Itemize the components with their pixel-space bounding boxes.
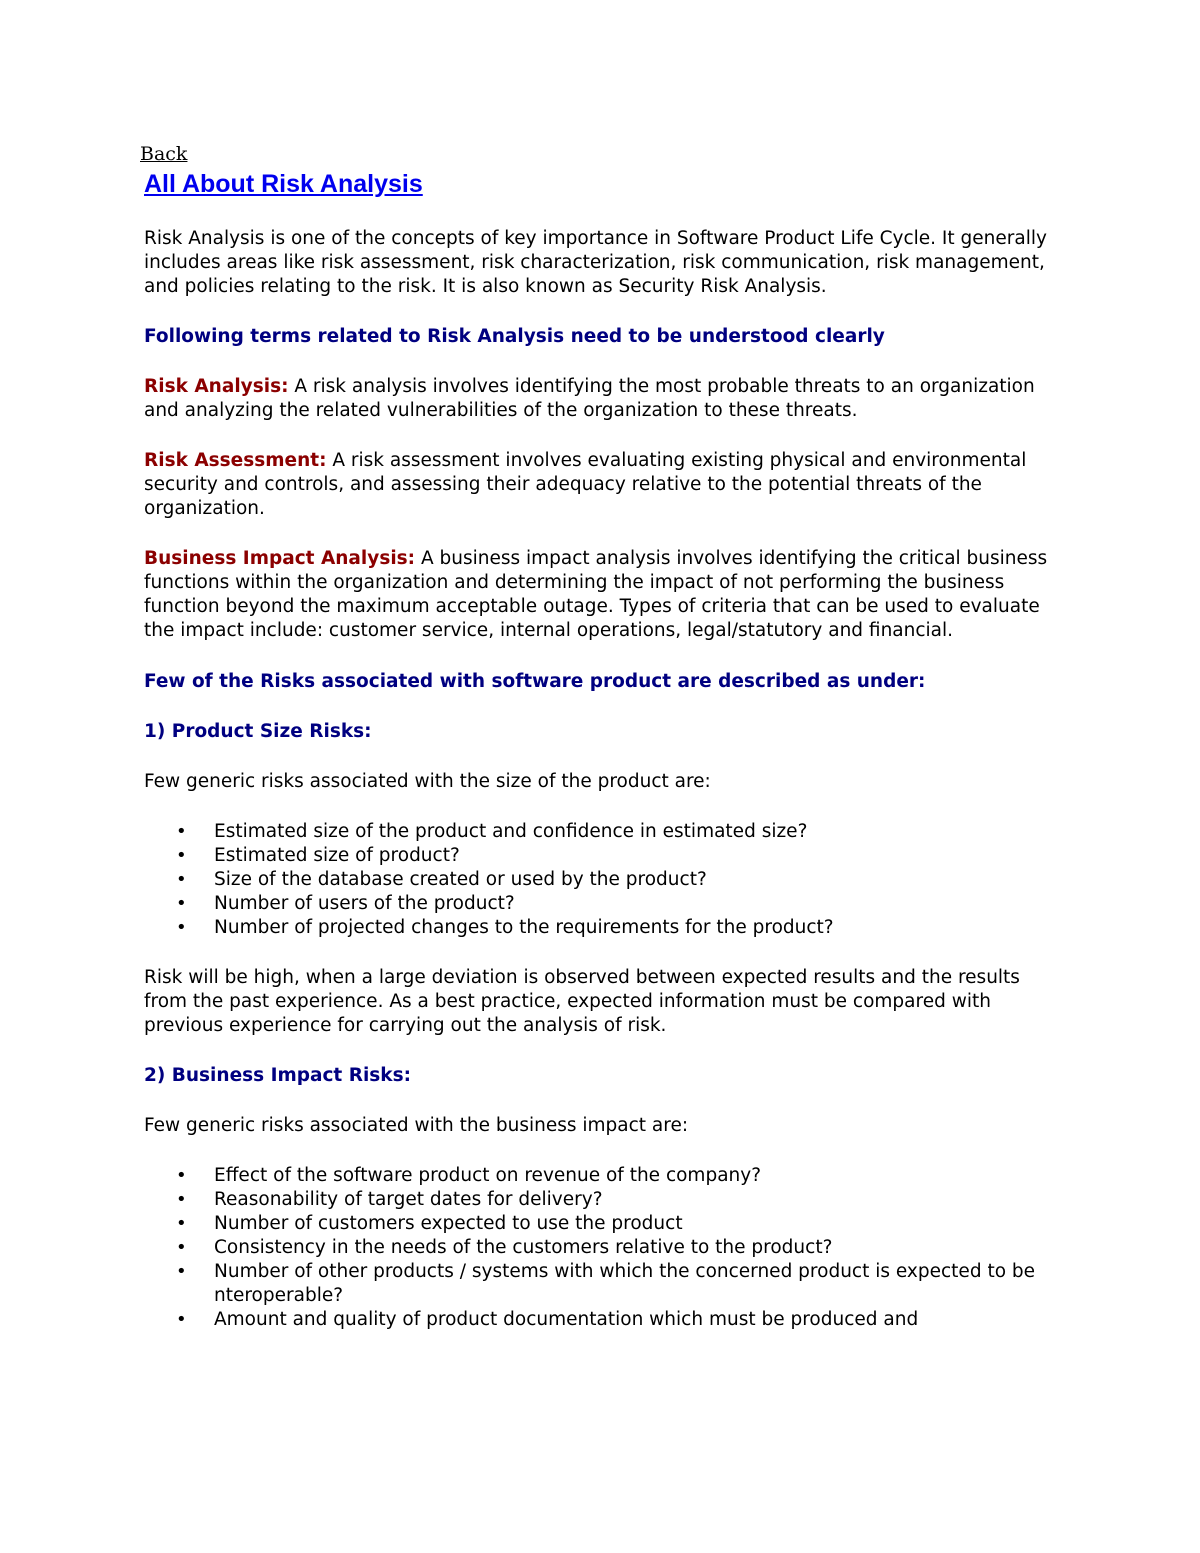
term-definition: A business impact analysis involves identifying the critical business functions within the organization and determining the impact of not performing the business function beyond the maximum acceptable outage. Types of criteria that can be used to evaluate the impact include: customer service, internal operations, legal/statutory and financial. — [144, 548, 1048, 641]
term-label: Business Impact Analysis: — [144, 548, 416, 569]
list-item: • Estimated size of the product and confidence in estimated size? — [176, 821, 808, 842]
list-item: • Consistency in the needs of the customers relative to the product? — [176, 1237, 833, 1258]
term-paragraph — [144, 547, 1064, 643]
term-label: Risk Assessment: — [144, 450, 327, 471]
bullet-icon: • — [176, 1189, 187, 1210]
bullet-icon: • — [176, 869, 187, 890]
section-outro: Risk will be high, when a large deviation is observed between expected results and the results from the past experience. As a best practice, expected information must be compared with previous experience for carrying out the analysis of risk. — [144, 967, 1020, 1036]
bullet-icon: • — [176, 1309, 187, 1330]
bullet-icon: • — [176, 1261, 187, 1282]
bullet-icon: • — [176, 1213, 187, 1234]
risk-list — [144, 820, 1064, 940]
intro-paragraph: Risk Analysis is one of the concepts of key importance in Software Product Life Cycle. It generally includes areas like risk assessment, risk characterization, risk communication, risk management, and policies relating to the risk. It is also known as Security Risk Analysis. — [144, 228, 1047, 297]
list-item: • Number of projected changes to the requirements for the product? — [176, 917, 834, 938]
section-heading: 2) Business Impact Risks: — [144, 1065, 412, 1086]
bullet-icon: • — [176, 1237, 187, 1258]
bullet-icon: • — [176, 821, 187, 842]
risks-heading: Few of the Risks associated with software product are described as under: — [144, 671, 926, 692]
list-item: • Number of users of the product? — [176, 893, 515, 914]
terms-heading: Following terms related to Risk Analysis need to be understood clearly — [144, 326, 885, 347]
term-definition: A risk assessment involves evaluating existing physical and environmental security and controls, and assessing their adequacy relative to the potential threats of the organization. — [144, 450, 1027, 519]
back-link[interactable]: Back — [140, 143, 188, 165]
list-item: • Number of customers expected to use the product — [176, 1213, 683, 1234]
term-paragraph — [144, 375, 1064, 423]
list-item: • Estimated size of product? — [176, 845, 460, 866]
bullet-icon: • — [176, 917, 187, 938]
page-title: All About Risk Analysis — [144, 170, 423, 198]
section-intro: Few generic risks associated with the size of the product are: — [144, 771, 711, 792]
list-item: • Reasonability of target dates for delivery? — [176, 1189, 603, 1210]
risk-list — [144, 1164, 1064, 1332]
list-item: • Size of the database created or used by the product? — [176, 869, 707, 890]
document-page — [140, 142, 1064, 1332]
term-definition: A risk analysis involves identifying the most probable threats to an organization and analyzing the related vulnerabilities of the organization to these threats. — [144, 376, 1035, 421]
section-intro: Few generic risks associated with the business impact are: — [144, 1115, 689, 1136]
bullet-icon: • — [176, 1165, 187, 1186]
term-paragraph — [144, 449, 1064, 521]
section-heading: 1) Product Size Risks: — [144, 721, 372, 742]
bullet-icon: • — [176, 845, 187, 866]
list-item: • Effect of the software product on revenue of the company? — [176, 1165, 762, 1186]
list-item: • Number of other products / systems with which the concerned product is expected to be nteroperable? — [176, 1261, 1036, 1306]
term-label: Risk Analysis: — [144, 376, 289, 397]
bullet-icon: • — [176, 893, 187, 914]
list-item: • Amount and quality of product documentation which must be produced and — [176, 1309, 919, 1330]
